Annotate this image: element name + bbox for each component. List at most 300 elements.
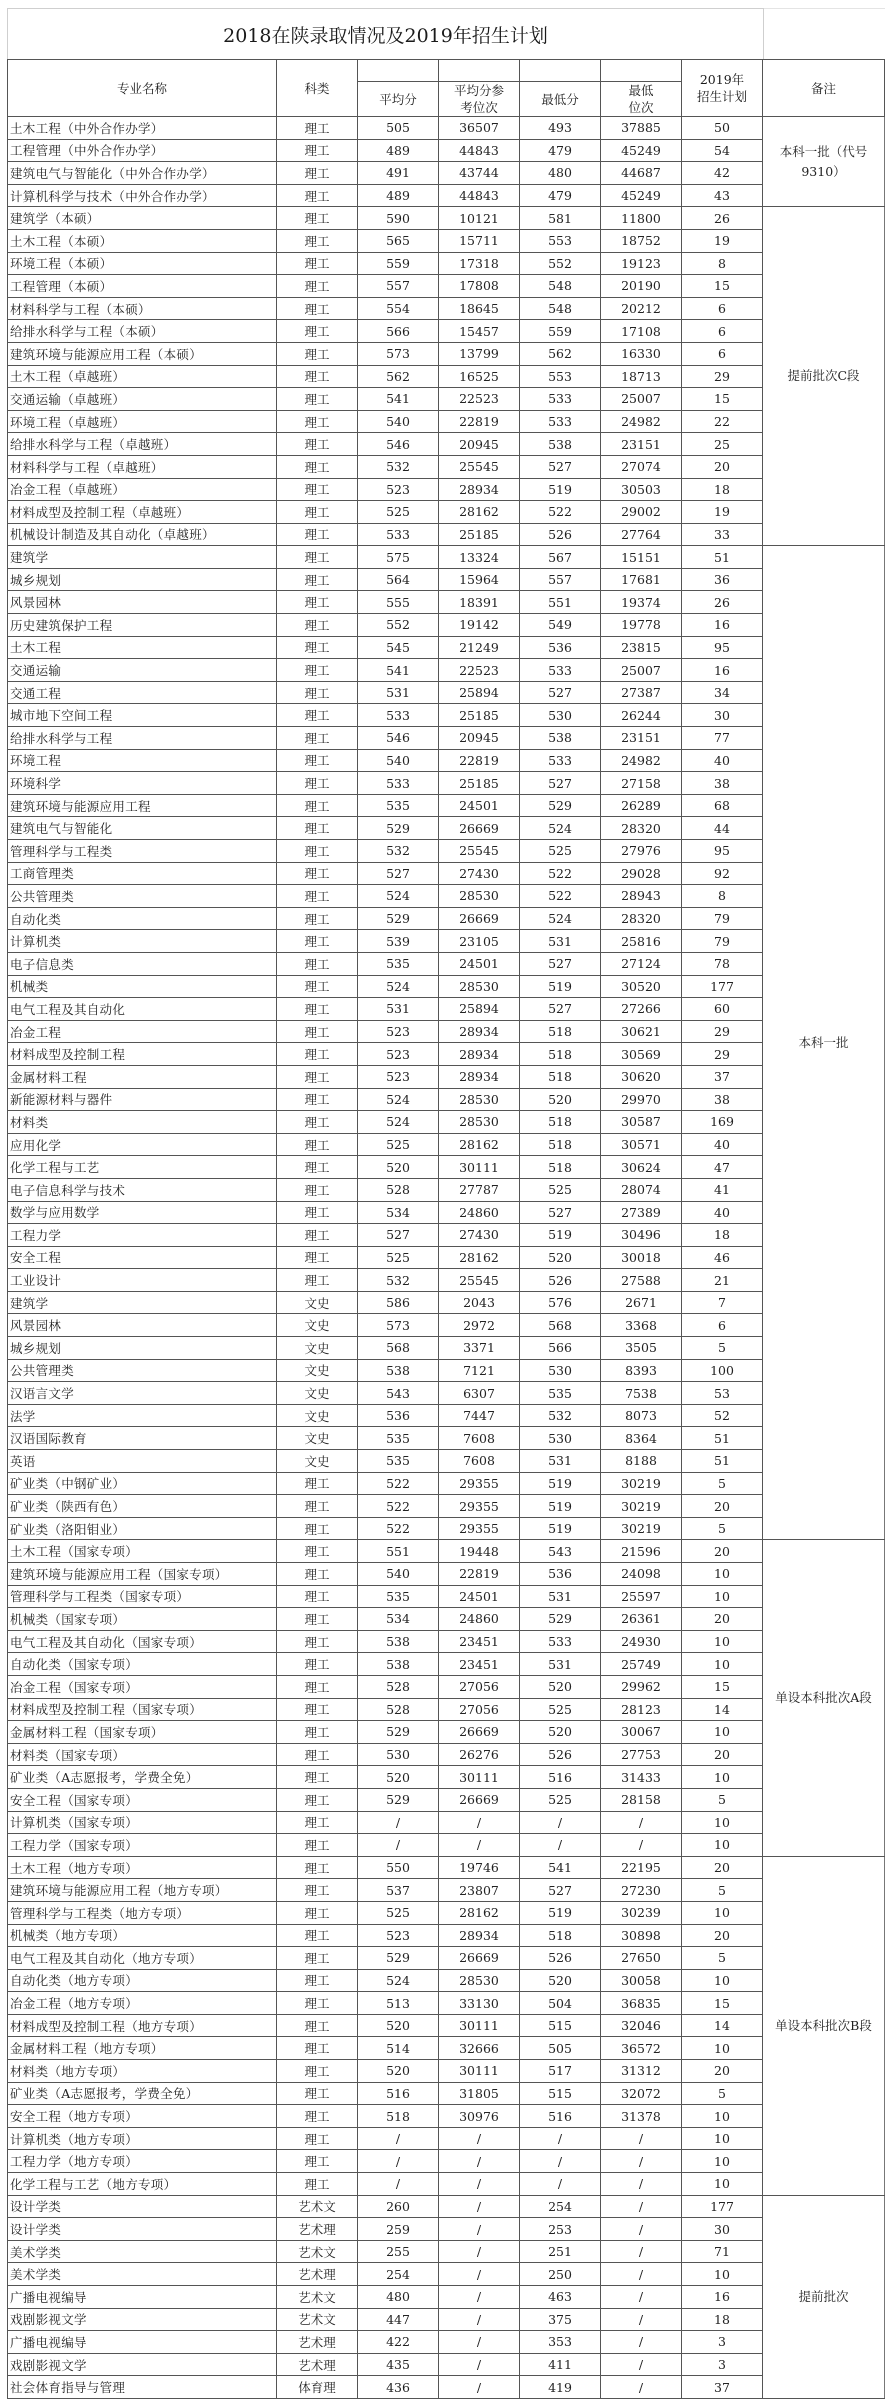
cell-min-rank: 8188 [601,1450,682,1473]
header-note: 备注 [763,60,885,117]
cell-plan: 6 [682,1314,763,1337]
header-min-rank: 最低位次 [601,82,682,117]
cell-category: 理工 [277,501,358,524]
cell-min-score: 527 [520,952,601,975]
cell-plan: 15 [682,275,763,298]
cell-min-score: 526 [520,523,601,546]
cell-avg-rank: 25185 [439,772,520,795]
cell-category: 理工 [277,636,358,659]
cell-name: 材料类 [8,1111,277,1134]
cell-avg-score: 525 [358,501,439,524]
cell-avg-rank: 19142 [439,614,520,637]
cell-min-score: 526 [520,1947,601,1970]
cell-name: 环境工程（本硕） [8,252,277,275]
cell-min-rank: 30018 [601,1246,682,1269]
cell-avg-score: 552 [358,614,439,637]
section-note: 本科一批（代号9310） [763,117,885,207]
cell-category: 理工 [277,207,358,230]
cell-plan: 71 [682,2240,763,2263]
cell-avg-rank: 30976 [439,2105,520,2128]
cell-plan: 25 [682,433,763,456]
cell-min-rank: 29970 [601,1088,682,1111]
cell-min-score: / [520,2173,601,2196]
cell-category: 理工 [277,1178,358,1201]
cell-avg-score: 529 [358,907,439,930]
table-row [8,2060,885,2083]
cell-min-score: 519 [520,1517,601,1540]
table-row [8,2286,885,2309]
cell-category: 理工 [277,117,358,140]
table-row [8,388,885,411]
cell-category: 理工 [277,862,358,885]
cell-min-score: 532 [520,1404,601,1427]
cell-avg-score: 523 [358,1043,439,1066]
cell-min-rank: 32046 [601,2014,682,2037]
cell-category: 理工 [277,1743,358,1766]
cell-min-score: 253 [520,2218,601,2241]
cell-name: 工程力学（国家专项） [8,1834,277,1857]
cell-min-score: 536 [520,636,601,659]
cell-min-rank: 24098 [601,1563,682,1586]
cell-avg-rank: 28530 [439,1111,520,1134]
cell-category: 理工 [277,388,358,411]
cell-avg-rank: 18391 [439,591,520,614]
cell-avg-score: 535 [358,1427,439,1450]
cell-name: 计算机类（地方专项） [8,2127,277,2150]
cell-category: 理工 [277,252,358,275]
cell-name: 交通运输 [8,659,277,682]
cell-min-rank: 29002 [601,501,682,524]
table-row [8,1766,885,1789]
cell-plan: 26 [682,591,763,614]
cell-name: 冶金工程（国家专项） [8,1675,277,1698]
cell-plan: 30 [682,2218,763,2241]
cell-min-score: 479 [520,184,601,207]
cell-avg-score: 546 [358,433,439,456]
cell-min-score: 553 [520,229,601,252]
cell-avg-score: 566 [358,320,439,343]
cell-min-rank: 28123 [601,1698,682,1721]
page-title: 2018在陕录取情况及2019年招生计划 [7,8,764,59]
cell-name: 城市地下空间工程 [8,704,277,727]
cell-name: 矿业类（陕西有色） [8,1495,277,1518]
cell-category: 理工 [277,1856,358,1879]
cell-avg-score: 523 [358,1924,439,1947]
table-row [8,2263,885,2286]
cell-min-rank: 27230 [601,1879,682,1902]
cell-avg-rank: 36507 [439,117,520,140]
cell-min-rank: 24982 [601,749,682,772]
table-row [8,1856,885,1879]
cell-min-rank: 16330 [601,342,682,365]
table-row [8,1743,885,1766]
cell-plan: 10 [682,1653,763,1676]
cell-category: 理工 [277,1901,358,1924]
cell-min-score: 250 [520,2263,601,2286]
cell-plan: 92 [682,862,763,885]
cell-category: 理工 [277,1020,358,1043]
cell-avg-rank: 13324 [439,546,520,569]
table-row [8,1947,885,1970]
cell-plan: 6 [682,320,763,343]
cell-category: 理工 [277,1788,358,1811]
cell-min-rank: 19778 [601,614,682,637]
cell-name: 汉语言文学 [8,1382,277,1405]
cell-name: 机械设计制造及其自动化（卓越班） [8,523,277,546]
cell-min-score: 541 [520,1856,601,1879]
cell-min-rank: 27158 [601,772,682,795]
table-row [8,320,885,343]
cell-category: 理工 [277,1065,358,1088]
cell-avg-score: 586 [358,1291,439,1314]
cell-name: 建筑电气与智能化（中外合作办学） [8,162,277,185]
table-row [8,1020,885,1043]
table-row [8,1675,885,1698]
table-row [8,2150,885,2173]
cell-category: 理工 [277,455,358,478]
table-row [8,1088,885,1111]
cell-avg-score: 533 [358,704,439,727]
cell-min-rank: 27074 [601,455,682,478]
admission-document [7,8,885,2399]
cell-min-rank: 19374 [601,591,682,614]
cell-name: 电气工程及其自动化（国家专项） [8,1630,277,1653]
cell-avg-score: 435 [358,2353,439,2376]
cell-avg-rank: 22819 [439,749,520,772]
cell-name: 矿业类（洛阳钼业） [8,1517,277,1540]
cell-name: 安全工程（国家专项） [8,1788,277,1811]
cell-min-score: 551 [520,591,601,614]
cell-category: 理工 [277,749,358,772]
cell-name: 给排水科学与工程（本硕） [8,320,277,343]
cell-avg-score: 525 [358,1246,439,1269]
cell-category: 理工 [277,1111,358,1134]
cell-avg-score: 527 [358,1224,439,1247]
cell-min-rank: 30571 [601,1133,682,1156]
cell-avg-rank: 28162 [439,1246,520,1269]
cell-plan: 20 [682,1495,763,1518]
table-row [8,2014,885,2037]
cell-min-rank: / [601,2195,682,2218]
table-row [8,862,885,885]
cell-plan: 60 [682,998,763,1021]
cell-avg-rank: 28934 [439,1065,520,1088]
cell-category: 理工 [277,727,358,750]
cell-min-score: 581 [520,207,601,230]
cell-min-rank: 31312 [601,2060,682,2083]
cell-min-rank: 27976 [601,840,682,863]
table-row [8,275,885,298]
cell-min-rank: 27124 [601,952,682,975]
cell-avg-score: 520 [358,1156,439,1179]
cell-category: 理工 [277,297,358,320]
cell-avg-rank: 30111 [439,1766,520,1789]
cell-min-score: / [520,2127,601,2150]
cell-min-score: 525 [520,1178,601,1201]
cell-min-rank: 21596 [601,1540,682,1563]
cell-min-rank: 30520 [601,975,682,998]
cell-min-score: 567 [520,546,601,569]
cell-name: 材料类（国家专项） [8,1743,277,1766]
cell-avg-rank: 28530 [439,1969,520,1992]
cell-plan: 52 [682,1404,763,1427]
cell-category: 艺术文 [277,2308,358,2331]
cell-plan: 14 [682,2014,763,2037]
cell-plan: 18 [682,478,763,501]
cell-name: 法学 [8,1404,277,1427]
cell-category: 理工 [277,2127,358,2150]
cell-plan: 8 [682,252,763,275]
cell-avg-rank: 24501 [439,794,520,817]
cell-plan: 14 [682,1698,763,1721]
cell-min-score: 531 [520,1450,601,1473]
cell-category: 理工 [277,952,358,975]
cell-category: 理工 [277,1133,358,1156]
cell-min-rank: 30496 [601,1224,682,1247]
cell-category: 理工 [277,1540,358,1563]
cell-avg-score: 527 [358,862,439,885]
cell-avg-score: 541 [358,659,439,682]
cell-plan: 177 [682,975,763,998]
cell-name: 自动化类（国家专项） [8,1653,277,1676]
cell-plan: 20 [682,1540,763,1563]
cell-min-score: 527 [520,681,601,704]
cell-plan: 5 [682,2082,763,2105]
title-row [7,8,885,59]
cell-avg-rank: 44843 [439,139,520,162]
cell-avg-rank: 29355 [439,1472,520,1495]
cell-category: 理工 [277,410,358,433]
cell-avg-rank: 16525 [439,365,520,388]
cell-min-score: / [520,2150,601,2173]
cell-min-score: 520 [520,1088,601,1111]
cell-name: 公共管理类 [8,1359,277,1382]
cell-name: 电子信息类 [8,952,277,975]
cell-category: 理工 [277,1698,358,1721]
cell-avg-score: 540 [358,1563,439,1586]
table-row [8,1540,885,1563]
cell-name: 管理科学与工程类（地方专项） [8,1901,277,1924]
cell-plan: 10 [682,1811,763,1834]
cell-category: 理工 [277,1653,358,1676]
cell-min-rank: 23815 [601,636,682,659]
cell-plan: 43 [682,184,763,207]
cell-name: 电气工程及其自动化（地方专项） [8,1947,277,1970]
table-row [8,1314,885,1337]
cell-avg-rank: / [439,2240,520,2263]
cell-min-rank: 19123 [601,252,682,275]
cell-avg-score: 528 [358,1698,439,1721]
table-row [8,252,885,275]
cell-category: 理工 [277,1585,358,1608]
table-row [8,2105,885,2128]
cell-plan: 95 [682,636,763,659]
cell-plan: 46 [682,1246,763,1269]
cell-min-score: 527 [520,1201,601,1224]
cell-plan: 50 [682,117,763,140]
table-row [8,772,885,795]
table-row [8,1585,885,1608]
cell-min-score: 543 [520,1540,601,1563]
cell-plan: 15 [682,1992,763,2015]
cell-min-rank: 17108 [601,320,682,343]
cell-plan: 8 [682,885,763,908]
cell-avg-rank: 33130 [439,1992,520,2015]
cell-category: 理工 [277,433,358,456]
cell-min-score: 529 [520,794,601,817]
cell-avg-score: 514 [358,2037,439,2060]
cell-avg-score: 532 [358,455,439,478]
cell-min-score: 522 [520,862,601,885]
cell-avg-score: 529 [358,817,439,840]
cell-min-score: 562 [520,342,601,365]
cell-min-score: 522 [520,885,601,908]
cell-category: 理工 [277,614,358,637]
cell-avg-score: 524 [358,975,439,998]
cell-min-rank: 27650 [601,1947,682,1970]
cell-category: 理工 [277,546,358,569]
cell-avg-score: 531 [358,681,439,704]
cell-plan: 19 [682,501,763,524]
cell-plan: 3 [682,2353,763,2376]
table-row [8,229,885,252]
cell-name: 电气工程及其自动化 [8,998,277,1021]
cell-category: 艺术理 [277,2263,358,2286]
cell-min-rank: 25007 [601,659,682,682]
cell-avg-rank: 26669 [439,1721,520,1744]
cell-avg-score: 536 [358,1404,439,1427]
cell-avg-score: 546 [358,727,439,750]
cell-avg-score: 516 [358,2082,439,2105]
cell-plan: 36 [682,568,763,591]
cell-min-rank: / [601,2150,682,2173]
cell-category: 艺术理 [277,2353,358,2376]
cell-category: 理工 [277,1811,358,1834]
cell-avg-rank: 21249 [439,636,520,659]
cell-name: 材料成型及控制工程（国家专项） [8,1698,277,1721]
table-row [8,184,885,207]
cell-avg-score: 541 [358,388,439,411]
cell-min-score: 519 [520,1472,601,1495]
cell-avg-score: 573 [358,342,439,365]
cell-min-rank: 29962 [601,1675,682,1698]
cell-plan: 10 [682,1630,763,1653]
cell-avg-score: 575 [358,546,439,569]
cell-name: 工程管理（中外合作办学） [8,139,277,162]
cell-plan: 79 [682,907,763,930]
section-note: 单设本科批次A段 [763,1540,885,1856]
cell-min-score: 518 [520,1020,601,1043]
table-row [8,1563,885,1586]
cell-min-rank: 30587 [601,1111,682,1134]
table-row [8,1901,885,1924]
cell-avg-score: / [358,1811,439,1834]
cell-name: 矿业类（A志愿报考，学费全免） [8,2082,277,2105]
cell-min-rank: 27588 [601,1269,682,1292]
cell-avg-rank: 24860 [439,1608,520,1631]
table-row [8,1517,885,1540]
cell-avg-rank: 20945 [439,727,520,750]
table-row [8,207,885,230]
cell-category: 理工 [277,2014,358,2037]
cell-avg-rank: 30111 [439,2014,520,2037]
cell-avg-score: 545 [358,636,439,659]
cell-plan: 16 [682,2286,763,2309]
cell-min-rank: / [601,2331,682,2354]
cell-avg-rank: 27430 [439,1224,520,1247]
cell-min-rank: 18713 [601,365,682,388]
table-row [8,998,885,1021]
cell-min-score: 559 [520,320,601,343]
table-row [8,1269,885,1292]
cell-min-score: 538 [520,433,601,456]
cell-min-score: 536 [520,1563,601,1586]
cell-min-score: 533 [520,1630,601,1653]
cell-avg-score: 529 [358,1788,439,1811]
cell-plan: 10 [682,1766,763,1789]
cell-name: 戏剧影视文学 [8,2308,277,2331]
cell-avg-rank: 3371 [439,1337,520,1360]
cell-min-score: 254 [520,2195,601,2218]
cell-min-rank: 30219 [601,1472,682,1495]
cell-plan: 6 [682,297,763,320]
table-row [8,885,885,908]
cell-category: 文史 [277,1291,358,1314]
cell-min-score: 518 [520,1156,601,1179]
cell-name: 材料成型及控制工程（卓越班） [8,501,277,524]
cell-name: 化学工程与工艺（地方专项） [8,2173,277,2196]
table-row [8,1111,885,1134]
cell-name: 新能源材料与器件 [8,1088,277,1111]
cell-min-score: 515 [520,2014,601,2037]
cell-avg-rank: / [439,1811,520,1834]
table-row [8,523,885,546]
section-note: 提前批次C段 [763,207,885,546]
cell-min-rank: 37885 [601,117,682,140]
table-row [8,2173,885,2196]
cell-avg-score: 532 [358,1269,439,1292]
table-row [8,1246,885,1269]
cell-plan: 10 [682,1585,763,1608]
table-row [8,162,885,185]
cell-name: 材料类（地方专项） [8,2060,277,2083]
cell-min-rank: / [601,2376,682,2399]
table-row [8,1065,885,1088]
cell-avg-score: 513 [358,1992,439,2015]
cell-min-rank: 24982 [601,410,682,433]
cell-category: 理工 [277,1269,358,1292]
cell-plan: 10 [682,1969,763,1992]
cell-avg-score: 523 [358,478,439,501]
cell-avg-score: / [358,1834,439,1857]
cell-name: 冶金工程（卓越班） [8,478,277,501]
cell-avg-score: / [358,2127,439,2150]
table-row [8,365,885,388]
cell-min-score: / [520,1834,601,1857]
cell-min-score: 530 [520,1359,601,1382]
cell-avg-rank: 2972 [439,1314,520,1337]
cell-min-score: 519 [520,478,601,501]
cell-avg-rank: 27056 [439,1675,520,1698]
cell-avg-rank: / [439,2127,520,2150]
cell-category: 理工 [277,320,358,343]
cell-min-score: 463 [520,2286,601,2309]
cell-plan: 44 [682,817,763,840]
cell-category: 理工 [277,1088,358,1111]
cell-category: 理工 [277,681,358,704]
cell-plan: 10 [682,2173,763,2196]
cell-avg-score: 518 [358,2105,439,2128]
